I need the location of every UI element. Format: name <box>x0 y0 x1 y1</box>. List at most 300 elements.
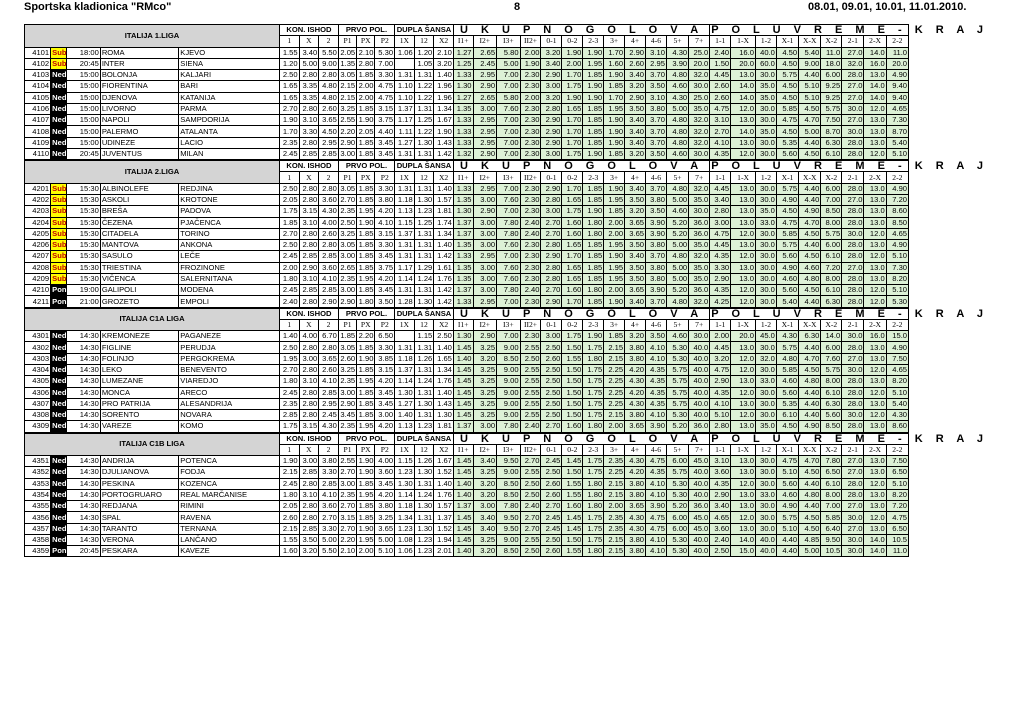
odds-cell: 28.0 <box>842 285 864 296</box>
odds-cell: 33.0 <box>755 376 776 387</box>
odds-cell: 2.60 <box>541 546 562 557</box>
odds-cell: 1.95 <box>357 376 375 387</box>
column-label: 0-1 <box>541 172 562 183</box>
column-label: X <box>299 444 319 455</box>
odds-cell: 2.55 <box>520 342 541 353</box>
odds-cell: 35.0 <box>755 206 776 217</box>
odds-cell: 40.0 <box>689 398 710 409</box>
odds-cell: 1.24 <box>414 376 434 387</box>
odds-cell: 5.00 <box>375 534 395 545</box>
match-row <box>25 137 976 148</box>
odds-cell: 4.40 <box>799 387 821 398</box>
match-day: Ned <box>52 149 67 159</box>
match-row <box>25 364 976 375</box>
home-team: BOLONJA <box>100 70 178 81</box>
odds-cell: 5.10 <box>799 81 821 92</box>
odds-cell: 5.75 <box>776 512 798 523</box>
odds-cell: 3.00 <box>338 387 356 398</box>
odds-cell: 2.55 <box>520 376 541 387</box>
odds-cell: 3.45 <box>375 387 395 398</box>
odds-cell: 3.00 <box>473 501 497 512</box>
odds-cell: 14.0 <box>731 534 756 545</box>
odds-cell: 2.10 <box>357 47 375 58</box>
odds-cell: 60.0 <box>755 58 776 69</box>
odds-cell: 3.00 <box>473 273 497 284</box>
odds-cell: 1.14 <box>395 273 415 284</box>
match-row <box>25 285 976 296</box>
odds-cell: 1.80 <box>583 285 604 296</box>
odds-cell: 3.25 <box>473 410 497 421</box>
match-day: Sub <box>52 195 67 205</box>
odds-cell: 2.80 <box>299 228 319 239</box>
odds-cell: 3.90 <box>646 217 667 228</box>
odds-cell: 1.70 <box>280 126 300 137</box>
odds-cell: 1.75 <box>562 81 583 92</box>
odds-cell: 4.75 <box>710 364 731 375</box>
odds-cell: 2.00 <box>604 228 625 239</box>
odds-cell: 28.0 <box>842 273 864 284</box>
odds-cell: 32.0 <box>689 251 710 262</box>
odds-cell: 4.20 <box>375 273 395 284</box>
odds-cell: 13.0 <box>731 137 756 148</box>
odds-cell: 1.55 <box>280 47 300 58</box>
odds-cell: 30.0 <box>755 137 776 148</box>
odds-cell: 4.40 <box>799 183 821 194</box>
odds-cell: 5.75 <box>776 240 798 251</box>
match-time: 14:30 <box>66 467 100 478</box>
odds-cell: 3.15 <box>299 206 319 217</box>
home-team: VERONA <box>100 534 178 545</box>
odds-cell: 3.80 <box>646 273 667 284</box>
odds-cell: 2.35 <box>280 398 300 409</box>
odds-cell: 28.0 <box>842 70 864 81</box>
odds-cell: 9.25 <box>821 92 842 103</box>
odds-cell: 5.00 <box>666 273 688 284</box>
odds-cell: 7.60 <box>497 194 521 205</box>
column-label: 2-1 <box>842 319 864 330</box>
odds-cell: 14.0 <box>731 92 756 103</box>
odds-cell: 13.0 <box>731 115 756 126</box>
away-team: PERUDJA <box>179 342 280 353</box>
odds-cell: 1.75 <box>583 342 604 353</box>
odds-cell: 5.85 <box>776 103 798 114</box>
odds-cell: 1.85 <box>357 262 375 273</box>
league-title: ITALIJA 2.LIGA <box>25 161 280 184</box>
odds-cell: 3.00 <box>338 148 356 159</box>
odds-cell: 1.30 <box>414 296 434 307</box>
odds-cell: 1.45 <box>562 523 583 534</box>
odds-cell: 12.0 <box>731 364 756 375</box>
column-label: 3+ <box>604 36 625 47</box>
odds-cell: 1.67 <box>434 456 454 467</box>
odds-cell: 12.0 <box>864 478 886 489</box>
odds-cell: 27.0 <box>842 523 864 534</box>
odds-cell: 8.70 <box>821 126 842 137</box>
odds-cell: 1.35 <box>453 262 473 273</box>
odds-cell: 1.85 <box>357 501 375 512</box>
odds-cell: 4.75 <box>375 92 395 103</box>
odds-cell: 1.70 <box>562 137 583 148</box>
odds-cell: 2.95 <box>473 70 497 81</box>
match-row <box>25 262 976 273</box>
group-poluvreme: P O L U V R E M E - K R A J <box>711 24 989 37</box>
odds-cell: 5.75 <box>821 228 842 239</box>
odds-cell: 5.75 <box>666 376 688 387</box>
odds-cell: 36.0 <box>689 285 710 296</box>
odds-cell: 33.0 <box>755 217 776 228</box>
odds-cell: 3.40 <box>625 137 646 148</box>
odds-cell: 30.0 <box>755 103 776 114</box>
odds-cell: 1.65 <box>434 353 454 364</box>
odds-cell: 3.20 <box>299 546 319 557</box>
odds-cell: 12.0 <box>864 103 886 114</box>
odds-cell: 1.90 <box>357 217 375 228</box>
away-team: PAGANEZE <box>179 331 280 342</box>
odds-cell: 2.20 <box>338 126 356 137</box>
odds-cell: 2.50 <box>520 353 541 364</box>
odds-cell: 32.0 <box>689 70 710 81</box>
odds-cell: 1.31 <box>414 183 434 194</box>
odds-cell: 13.0 <box>731 342 756 353</box>
match-row <box>25 296 976 307</box>
odds-cell: 3.70 <box>646 183 667 194</box>
odds-cell: 2.00 <box>710 331 731 342</box>
odds-cell: 3.70 <box>646 70 667 81</box>
odds-cell: 3.30 <box>375 70 395 81</box>
odds-cell: 9.25 <box>821 81 842 92</box>
odds-cell: 2.25 <box>604 467 625 478</box>
odds-cell: 3.80 <box>375 194 395 205</box>
odds-cell: 9.00 <box>799 58 821 69</box>
odds-cell: 1.75 <box>583 376 604 387</box>
odds-cell: 13.0 <box>731 240 756 251</box>
odds-cell: 2.80 <box>299 70 319 81</box>
odds-cell: 3.80 <box>625 489 646 500</box>
odds-cell: 30.0 <box>755 478 776 489</box>
odds-cell: 2.90 <box>541 70 562 81</box>
odds-cell: 14.0 <box>731 81 756 92</box>
odds-cell: 4.40 <box>799 398 821 409</box>
odds-cell: 1.31 <box>414 103 434 114</box>
match-code: 4202 <box>25 194 51 205</box>
odds-cell: 1.40 <box>453 489 473 500</box>
odds-cell: 30.0 <box>755 194 776 205</box>
column-label: 0-2 <box>562 36 583 47</box>
group-header-row <box>25 308 976 319</box>
odds-cell: 3.25 <box>338 228 356 239</box>
odds-cell: 4.60 <box>666 331 688 342</box>
odds-cell: 4.90 <box>886 240 908 251</box>
odds-cell: 32.0 <box>689 115 710 126</box>
odds-cell: 1.75 <box>583 456 604 467</box>
odds-cell: 1.45 <box>453 512 473 523</box>
column-label: 2 <box>319 444 339 455</box>
odds-cell: 1.30 <box>453 206 473 217</box>
odds-cell: 3.00 <box>541 148 562 159</box>
odds-cell: 2.70 <box>280 103 300 114</box>
odds-cell: 6.50 <box>375 331 395 342</box>
odds-cell: 30.0 <box>755 240 776 251</box>
match-day: Ned <box>52 103 67 113</box>
odds-cell: 1.23 <box>414 534 434 545</box>
odds-cell: 5.60 <box>776 148 798 159</box>
match-time: 14:30 <box>66 342 100 353</box>
odds-cell: 3.30 <box>710 262 731 273</box>
odds-cell: 1.85 <box>357 410 375 421</box>
odds-cell: 1.37 <box>453 421 473 432</box>
odds-cell: 4.25 <box>710 296 731 307</box>
group-header-row <box>25 161 976 172</box>
match-time: 20:45 <box>66 546 100 557</box>
odds-cell: 12.0 <box>864 148 886 159</box>
odds-cell: 1.45 <box>453 398 473 409</box>
column-label: I3+ <box>497 319 521 330</box>
odds-cell: 3.05 <box>338 183 356 194</box>
home-team: GALIPOLI <box>100 285 178 296</box>
match-row <box>25 410 976 421</box>
odds-cell: 1.85 <box>604 206 625 217</box>
odds-cell: 9.40 <box>886 92 908 103</box>
odds-cell: 40.0 <box>689 342 710 353</box>
match-code: 4110 <box>25 148 51 159</box>
match-day: Ned <box>52 353 67 363</box>
odds-cell: 1.06 <box>395 47 415 58</box>
match-time: 15:00 <box>66 81 100 92</box>
odds-cell: 7.00 <box>497 206 521 217</box>
odds-cell: 30.0 <box>755 467 776 478</box>
odds-cell: 12.0 <box>731 353 756 364</box>
odds-cell: 2.55 <box>520 387 541 398</box>
odds-cell: 1.34 <box>434 103 454 114</box>
match-time: 14:30 <box>66 410 100 421</box>
group-dupla: DUPLA ŠANSA <box>395 161 454 172</box>
match-time: 15:00 <box>66 92 100 103</box>
odds-cell: 1.85 <box>357 228 375 239</box>
odds-cell: 2.45 <box>280 251 300 262</box>
odds-cell: 1.85 <box>583 103 604 114</box>
odds-cell: 16.0 <box>731 47 756 58</box>
odds-cell: 2.30 <box>520 240 541 251</box>
group-ukupno: U K U P N O G O L O V A <box>453 308 709 319</box>
odds-cell: 2.15 <box>604 534 625 545</box>
odds-cell: 3.65 <box>625 228 646 239</box>
odds-cell: 3.40 <box>625 126 646 137</box>
away-team: ARECO <box>179 387 280 398</box>
home-team: ALBINOLEFE <box>100 183 178 194</box>
odds-cell: 2.40 <box>520 501 541 512</box>
odds-cell: 4.60 <box>799 262 821 273</box>
odds-cell: 7.80 <box>497 228 521 239</box>
odds-cell: 3.10 <box>710 115 731 126</box>
odds-cell: 12.0 <box>864 364 886 375</box>
away-team: LEČE <box>179 251 280 262</box>
column-label: 2 <box>319 36 339 47</box>
column-label: 1-2 <box>755 172 776 183</box>
odds-cell: 4.85 <box>799 534 821 545</box>
odds-cell: 8.20 <box>886 376 908 387</box>
odds-cell: 1.90 <box>357 523 375 534</box>
odds-cell: 1.18 <box>395 194 415 205</box>
odds-cell: 2.35 <box>280 137 300 148</box>
odds-cell: 13.0 <box>731 273 756 284</box>
column-label: X-X <box>799 172 821 183</box>
column-label: X2 <box>434 319 454 330</box>
odds-cell: 2.25 <box>604 364 625 375</box>
odds-cell: 4.40 <box>776 546 798 557</box>
odds-cell: 4.35 <box>646 398 667 409</box>
odds-cell: 1.55 <box>562 478 583 489</box>
odds-cell: 1.11 <box>395 126 415 137</box>
column-label: 0-1 <box>541 36 562 47</box>
odds-cell: 30.0 <box>755 296 776 307</box>
odds-cell: 40.0 <box>689 489 710 500</box>
odds-cell: 3.40 <box>541 58 562 69</box>
odds-cell: 27.0 <box>842 115 864 126</box>
odds-cell: 1.75 <box>583 534 604 545</box>
odds-cell: 1.60 <box>604 58 625 69</box>
odds-cell: 2.50 <box>541 364 562 375</box>
odds-cell: 4.40 <box>799 342 821 353</box>
odds-cell: 7.30 <box>886 115 908 126</box>
odds-cell: 4.00 <box>375 456 395 467</box>
match-time: 15:30 <box>66 273 100 284</box>
odds-cell: 1.25 <box>414 217 434 228</box>
odds-cell: 1.95 <box>604 240 625 251</box>
odds-cell: 3.25 <box>338 103 356 114</box>
match-code: 4105 <box>25 92 51 103</box>
odds-cell: 1.85 <box>357 70 375 81</box>
odds-cell: 1.50 <box>562 410 583 421</box>
odds-cell: 40.0 <box>755 546 776 557</box>
odds-cell: 4.60 <box>776 489 798 500</box>
odds-cell: 2.15 <box>604 410 625 421</box>
odds-cell: 4.35 <box>646 387 667 398</box>
odds-cell: 3.50 <box>646 81 667 92</box>
odds-cell: 1.50 <box>562 342 583 353</box>
odds-cell: 1.13 <box>395 206 415 217</box>
odds-cell: 13.0 <box>864 342 886 353</box>
odds-cell: 5.75 <box>821 103 842 114</box>
odds-cell: 3.10 <box>646 47 667 58</box>
away-team: RAVENA <box>179 512 280 523</box>
odds-cell: 2.60 <box>319 364 339 375</box>
odds-cell: 7.00 <box>497 148 521 159</box>
odds-cell: 3.75 <box>375 262 395 273</box>
odds-cell: 40.0 <box>689 546 710 557</box>
odds-cell: 2.00 <box>604 217 625 228</box>
odds-cell: 5.30 <box>666 478 688 489</box>
odds-cell: 1.90 <box>357 456 375 467</box>
column-label: 7+ <box>689 444 710 455</box>
odds-cell: 2.70 <box>541 421 562 432</box>
odds-cell: 2.05 <box>280 194 300 205</box>
odds-cell: 1.80 <box>583 228 604 239</box>
odds-cell: 8.50 <box>821 206 842 217</box>
match-day: Ned <box>52 398 67 408</box>
odds-cell: 1.90 <box>357 467 375 478</box>
odds-cell: 1.27 <box>395 137 415 148</box>
odds-cell: 2.45 <box>280 285 300 296</box>
odds-cell: 8.50 <box>886 217 908 228</box>
odds-cell: 1.31 <box>395 285 415 296</box>
odds-cell: 3.20 <box>625 81 646 92</box>
odds-cell: 4.10 <box>710 137 731 148</box>
odds-cell: 3.40 <box>710 194 731 205</box>
league-title: ITALIJA C1A LIGA <box>25 308 280 331</box>
odds-cell: 1.42 <box>434 296 454 307</box>
odds-cell: 1.65 <box>562 240 583 251</box>
odds-cell <box>395 58 415 69</box>
odds-cell: 28.0 <box>842 217 864 228</box>
odds-cell: 3.65 <box>625 421 646 432</box>
column-label: 1-X <box>731 444 756 455</box>
odds-cell: 13.0 <box>864 206 886 217</box>
odds-cell: 1.45 <box>453 387 473 398</box>
odds-cell: 45.0 <box>689 512 710 523</box>
odds-cell: 6.70 <box>319 331 339 342</box>
odds-cell: 45.0 <box>755 331 776 342</box>
odds-cell: 2.90 <box>625 92 646 103</box>
odds-cell: 4.10 <box>319 376 339 387</box>
odds-cell: 5.10 <box>886 148 908 159</box>
odds-cell: 1.25 <box>414 115 434 126</box>
odds-cell: 8.00 <box>821 489 842 500</box>
odds-cell: 5.30 <box>666 489 688 500</box>
odds-cell: 13.0 <box>864 456 886 467</box>
odds-cell: 32.0 <box>755 353 776 364</box>
odds-cell: 2.35 <box>338 489 356 500</box>
odds-cell: 3.65 <box>319 353 339 364</box>
odds-cell: 1.40 <box>280 331 300 342</box>
odds-cell: 10.5 <box>821 546 842 557</box>
odds-cell: 2.45 <box>280 387 300 398</box>
odds-cell: 2.85 <box>299 251 319 262</box>
match-day: Sub <box>52 47 67 57</box>
column-label: P1 <box>338 319 356 330</box>
away-team: FODJA <box>179 467 280 478</box>
odds-cell: 13.0 <box>731 376 756 387</box>
odds-cell: 2.80 <box>299 512 319 523</box>
odds-cell: 1.08 <box>395 534 415 545</box>
odds-cell: 5.00 <box>666 103 688 114</box>
group-ukupno: U K U P N O G O L O V A <box>453 25 709 36</box>
odds-cell: 2.40 <box>280 296 300 307</box>
odds-cell: 1.22 <box>414 81 434 92</box>
odds-cell: 30.0 <box>755 523 776 534</box>
odds-cell: 2.80 <box>541 103 562 114</box>
odds-cell: 5.00 <box>666 194 688 205</box>
odds-cell: 1.37 <box>434 512 454 523</box>
odds-cell: 2.90 <box>541 251 562 262</box>
odds-cell: 1.35 <box>338 58 356 69</box>
odds-cell: 1.33 <box>453 183 473 194</box>
column-label: PX <box>357 172 375 183</box>
odds-cell: 5.20 <box>666 217 688 228</box>
odds-cell: 13.0 <box>731 501 756 512</box>
odds-cell: 4.50 <box>776 81 798 92</box>
odds-cell: 30.0 <box>755 387 776 398</box>
odds-cell: 1.95 <box>604 262 625 273</box>
odds-cell: 28.0 <box>842 183 864 194</box>
match-row <box>25 148 976 159</box>
match-row <box>25 523 976 534</box>
odds-cell: 1.85 <box>583 273 604 284</box>
away-team: TORINO <box>179 228 280 239</box>
odds-cell: 1.31 <box>414 148 434 159</box>
match-row <box>25 398 976 409</box>
odds-cell: 9.00 <box>497 534 521 545</box>
odds-cell: 12.0 <box>864 296 886 307</box>
